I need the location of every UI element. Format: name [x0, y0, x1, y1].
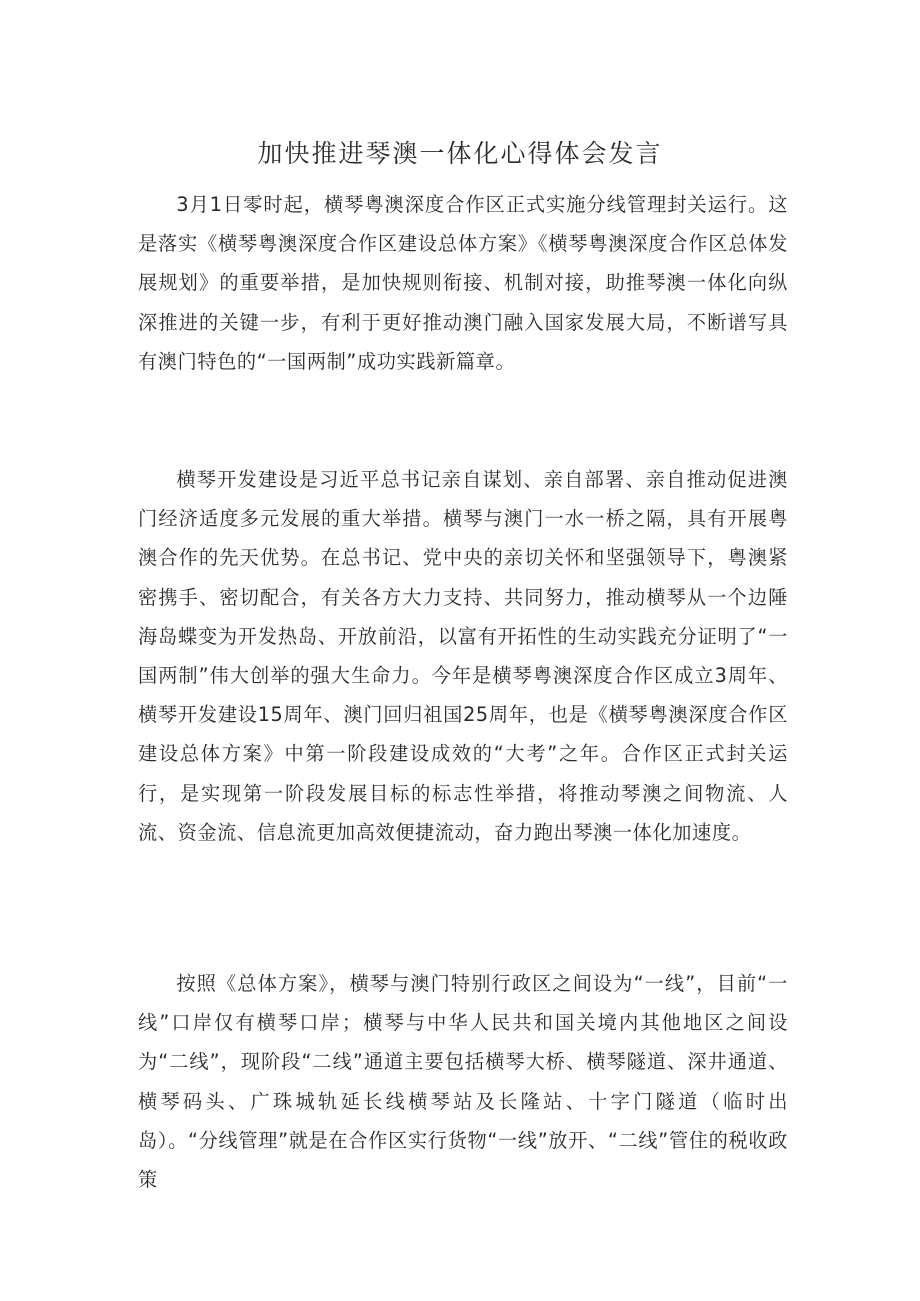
paragraph-3: 按照《总体方案》，横琴与澳门特别行政区之间设为“一线”，目前“一线”口岸仅有横琴口岸；横琴与中华人民共和国关境内其他地区之间设为“二线”，现阶段“二线”通道主要包括横琴大桥、横琴隧道、深井通道、横琴码头、广珠城轨延长线横琴站及长隆站、十字门隧道（临时出岛）。“分线管理”就是在合作区实行货物“一线”放开、“二线”管住的税收政策 [138, 972, 788, 1192]
paragraph-2: 横琴开发建设是习近平总书记亲自谋划、亲自部署、亲自推动促进澳门经济适度多元发展的重大举措。横琴与澳门一水一桥之隔，具有开展粤澳合作的先天优势。在总书记、党中央的亲切关怀和坚强领导下，粤澳紧密携手、密切配合，有关各方大力支持、共同努力，推动横琴从一个边陲海岛蝶变为开发热岛、开放前沿，以富有开拓性的生动实践充分证明了“一国两制”伟大创举的强大生命力。今年是横琴粤澳深度合作区成立3周年、横琴开发建设15周年、澳门回归祖国25周年，也是《横琴粤澳深度合作区建设总体方案》中第一阶段建设成效的“大考”之年。合作区正式封关运行，是实现第一阶段发展目标的标志性举措，将推动琴澳之间物流、人流、资金流、信息流更加高效便捷流动，奋力跑出琴澳一体化加速度。 [138, 468, 788, 844]
paragraph-1: 3月1日零时起，横琴粤澳深度合作区正式实施分线管理封关运行。这是落实《横琴粤澳深度合作区建设总体方案》《横琴粤澳深度合作区总体发展规划》的重要举措，是加快规则衔接、机制对接，助推琴澳一体化向纵深推进的关键一步，有利于更好推动澳门融入国家发展大局，不断谱写具有澳门特色的“一国两制”成功实践新篇章。 [138, 193, 788, 373]
document-title: 加快推进琴澳一体化心得体会发言 [257, 139, 663, 168]
